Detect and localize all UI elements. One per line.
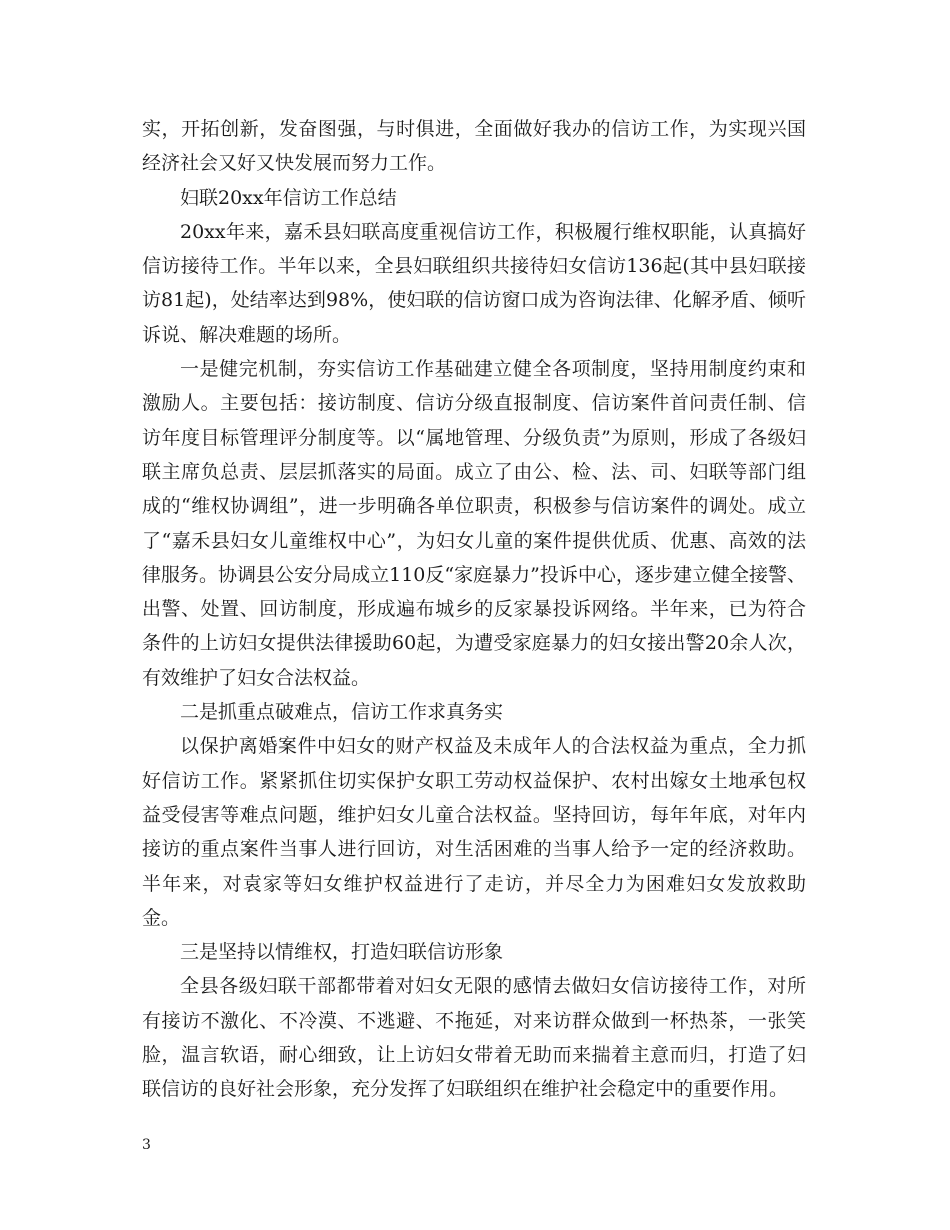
- heading-key-points: 二是抓重点破难点，信访工作求真务实: [180, 701, 504, 724]
- section-title: 妇联20xx年信访工作总结: [180, 186, 397, 209]
- heading-emotional-rights: 三是坚持以情维权，打造妇联信访形象: [180, 941, 504, 964]
- paragraph-key-points: 以保护离婚案件中妇女的财产权益及未成年人的合法权益为重点，全力抓好信访工作。紧紧抓住切实保护女职工劳动权益保护、农村出嫁女土地承包权益受侵害等难点问题，维护妇女儿童合法权益。坚持回访，每年年底，对年内接访的重点案件当事人进行回访，对生活困难的当事人给予一定的经济救助。半年来，对袁家等妇女维护权益进行了走访，并尽全力为困难妇女发放救助金。: [142, 735, 806, 929]
- paragraph-emotional-rights: 全县各级妇联干部都带着对妇女无限的感情去做妇女信访接待工作，对所有接访不激化、不冷漠、不逃避、不拖延，对来访群众做到一杯热茶，一张笑脸，温言软语，耐心细致，让上访妇女带着无助而来揣着主意而归，打造了妇联信访的良好社会形象，充分发挥了妇联组织在维护社会稳定中的重要作用。: [142, 975, 806, 1101]
- paragraph-intro: 20xx年来，嘉禾县妇联高度重视信访工作，积极履行维权职能，认真搞好信访接待工作。半年以来，全县妇联组织共接待妇女信访136起(其中县妇联接访81起)，处结率达到98%，使妇联的信访窗口成为咨询法律、化解矛盾、倾听诉说、解决难题的场所。: [142, 220, 806, 346]
- paragraph-continuation: 实，开拓创新，发奋图强，与时俱进，全面做好我办的信访工作，为实现兴国经济社会又好又快发展而努力工作。: [142, 118, 806, 175]
- document-body: [142, 112, 806, 1107]
- page-number: 3: [142, 1137, 151, 1153]
- paragraph-mechanism: 一是健完机制，夯实信访工作基础建立健全各项制度，坚持用制度约束和激励人。主要包括：接访制度、信访分级直报制度、信访案件首问责任制、信访年度目标管理评分制度等。以“属地管理、分级负责”为原则，形成了各级妇联主席负总责、层层抓落实的局面。成立了由公、检、法、司、妇联等部门组成的“维权协调组”，进一步明确各单位职责，积极参与信访案件的调处。成立了“嘉禾县妇女儿童维权中心”，为妇女儿童的案件提供优质、优惠、高效的法律服务。协调县公安分局成立110反“家庭暴力”投诉中心，逐步建立健全接警、出警、处置、回访制度，形成遍布城乡的反家暴投诉网络。半年来，已为符合条件的上访妇女提供法律援助60起，为遭受家庭暴力的妇女接出警20余人次，有效维护了妇女合法权益。: [142, 358, 806, 689]
